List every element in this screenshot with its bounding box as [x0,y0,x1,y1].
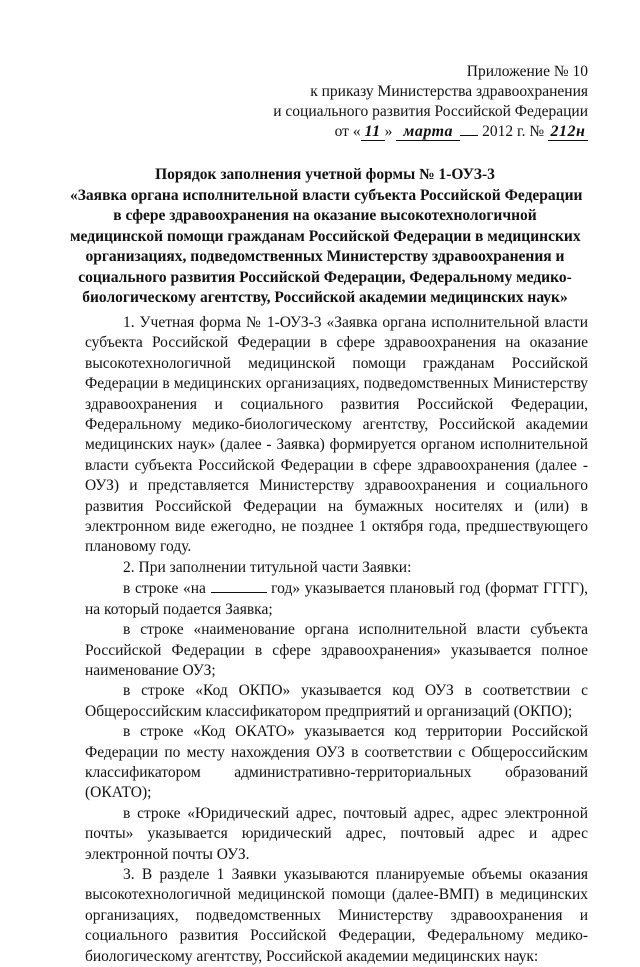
paragraph-address: в строке «Юридический адрес, почтовый адрес, адрес электронной почты» указывается юридический адрес, почтовый адрес и адрес электронной почты ОУЗ. [85,804,588,863]
paragraph-okato: в строке «Код ОКАТО» указывается код территории Российской Федерации по месту нахождения ОУЗ в соответствии с Общероссийским классификатором административно-территориальных образований (ОКАТО); [85,723,588,802]
title-line: Порядок заполнения учетной формы № 1-ОУЗ-3 [155,166,495,183]
date-year: 2012 г. № [482,123,545,140]
paragraph-1: 1. Учетная форма № 1-ОУЗ-3 «Заявка органа исполнительной власти субъекта Российской Федерации в сфере здравоохранения на оказание высокотехнологичной медицинской помощи гражданам Российской Федерации в медицинских организациях, подведомственных Министерству здравоохранения и социального развития Российской Федерации, Федеральному медико-биологическому агентству, Российской академии медицинских наук» (далее - Заявка) формируется органом исполнительной власти субъекта Российской Федерации в сфере здравоохранения (далее - ОУЗ) и представляется Министерству здравоохранения и социального развития Российской Федерации на бумажных носителях и (или) в электронном виде ежегодно, не позднее 1 октября года, предшествующего плановому году. [85,314,588,556]
year-blank [211,578,267,593]
appendix-number: Приложение № 10 [466,63,588,80]
handwritten-month: марта [396,124,460,141]
title-line: «Заявка органа исполнительной власти субъекта Российской Федерации [70,186,583,204]
date-mid: » [384,123,393,140]
handwritten-day: 11 [361,124,385,141]
appendix-order-ref: к приказу Министерства здравоохранения [310,83,588,100]
title-line: медицинской помощи гражданам Российской Федерации в медицинских [70,227,581,245]
paragraph-okpo: в строке «Код ОКПО» указывается код ОУЗ в соответствии с Общероссийским классификатором предприятий и организаций (ОКПО); [85,682,588,720]
title-line: в сфере здравоохранения на оказание высокотехнологичной [113,207,537,224]
appendix-date-line [273,122,588,142]
paragraph-plan-year [85,578,588,620]
plan-year-suffix: год» указывается плановый год (формат ГГГГ), на который подается Заявка; [85,580,589,618]
paragraph-org-name: в строке «наименование органа исполнительной власти субъекта Российской Федерации в сфере здравоохранения» указывается полное наименование ОУЗ; [85,621,588,679]
appendix-ministry: и социального развития Российской Федерации [273,103,588,120]
document-body [85,313,588,967]
date-prefix: от « [334,123,361,140]
document-title [70,165,583,309]
title-line: организациях, подведомственных Министерству здравоохранения и [85,248,565,265]
paragraph-2: 2. При заполнении титульной части Заявки: [123,558,412,576]
appendix-header [273,62,588,142]
plan-year-prefix: в строке «на [123,580,206,598]
title-line: социального развития Российской Федерации, Федеральному медико- [78,268,572,286]
paragraph-3: 3. В разделе 1 Заявки указываются планируемые объемы оказания высокотехнологичной медицинской помощи (далее-ВМП) в медицинских организациях, подведомственных Министерству здравоохранения и социального развития Российской Федерации, Федеральному медико-биологическому агентству, Российской академии медицинских наук: [85,865,588,965]
handwritten-order-number: 212н [548,124,588,141]
title-line: биологическому агентству, Российской академии медицинских наук» [82,289,568,306]
date-blank [460,135,478,136]
